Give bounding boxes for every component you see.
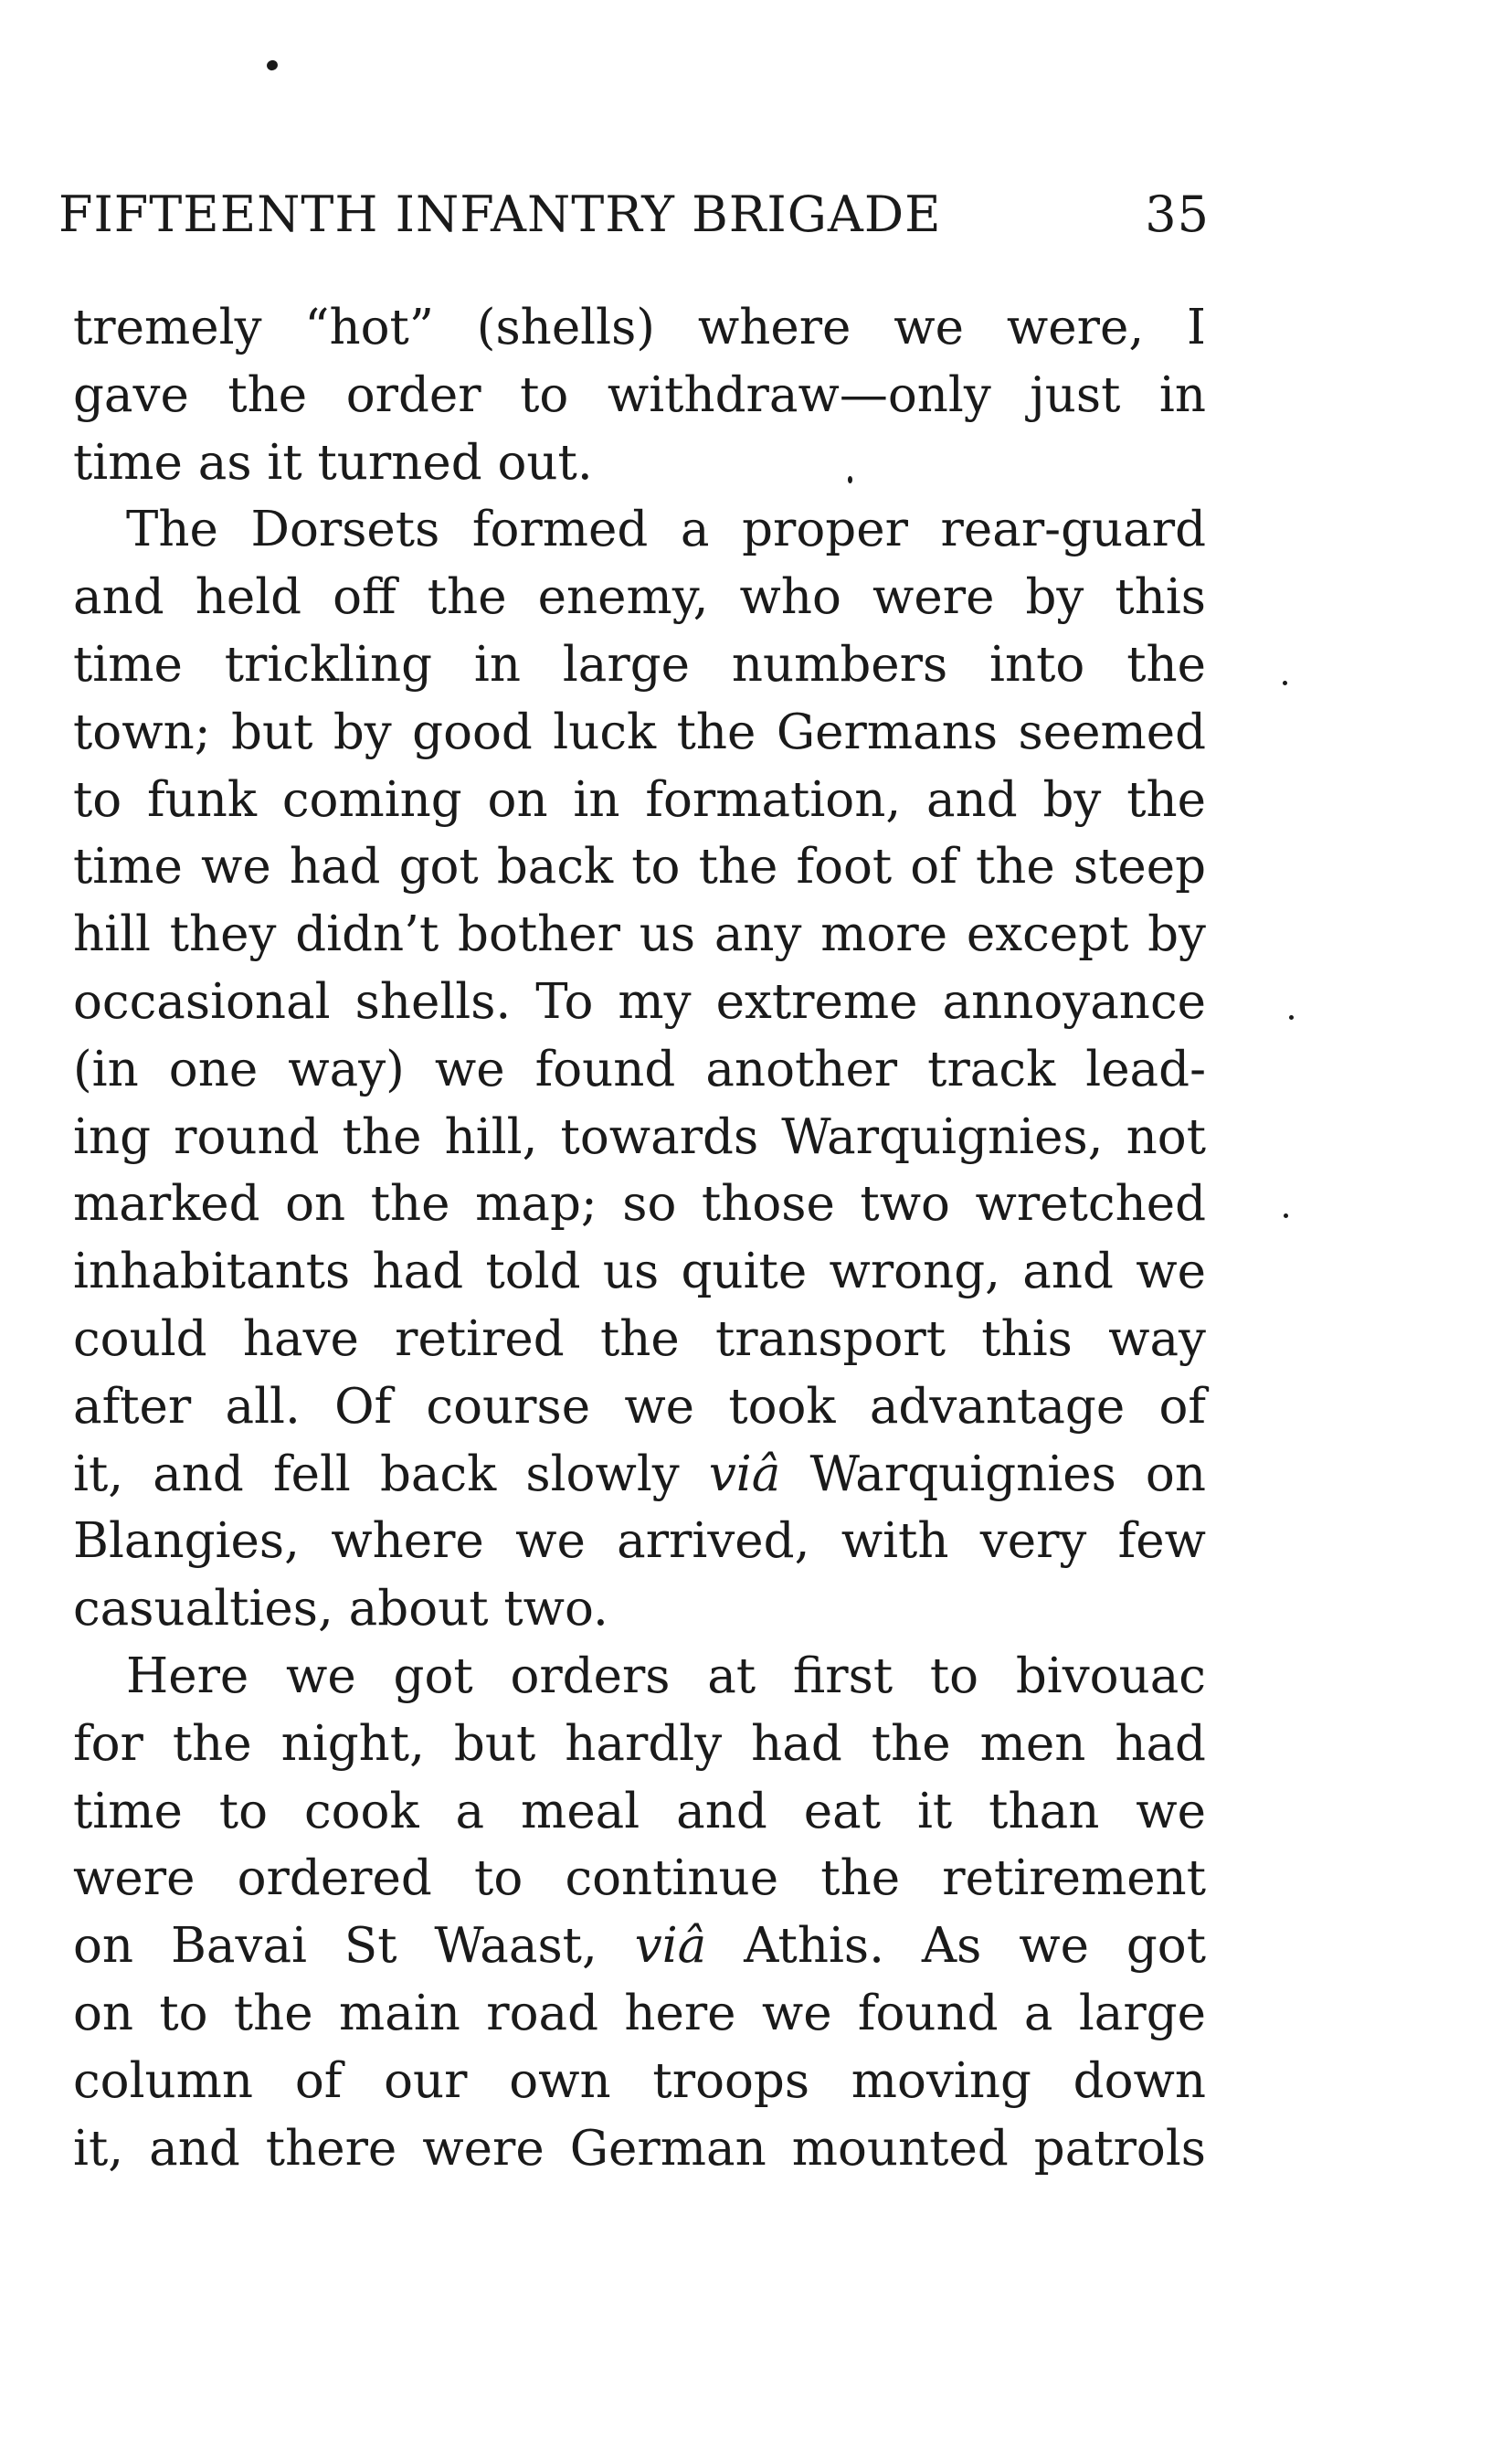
italic-via: viâ: [634, 1918, 707, 1975]
text-line: hill they didn’t bother us any more except by: [73, 906, 1206, 963]
body-text: [73, 294, 1206, 2182]
text-line: time trickling in large numbers into the: [73, 636, 1206, 693]
text-line: it, and there were German mounted patrols: [73, 2120, 1206, 2177]
text-line: time as it turned out.: [73, 434, 593, 491]
text-line: after all. Of course we took advantage of: [73, 1378, 1206, 1435]
ink-speck: [1289, 1015, 1294, 1020]
text-segment: on Bavai St Waast,: [73, 1918, 597, 1975]
text-line: The Dorsets formed a proper rear-guard: [126, 502, 1206, 558]
text-line: tremely “hot” (shells) where we were, I: [73, 300, 1206, 355]
italic-via: viâ: [708, 1446, 781, 1502]
text-segment: it, and fell back slowly: [73, 1446, 680, 1502]
text-line: time to cook a meal and eat it than we: [73, 1783, 1206, 1839]
text-line: (in one way) we found another track lead-: [73, 1041, 1206, 1097]
text-line: [73, 1441, 1206, 1509]
text-line: for the night, but hardly had the men had: [73, 1715, 1206, 1772]
text-line: and held off the enemy, who were by this: [73, 569, 1206, 626]
text-line: on to the main road here we found a large: [73, 1985, 1206, 2041]
ink-blot: [265, 58, 279, 71]
text-line: inhabitants had told us quite wrong, and we: [73, 1244, 1206, 1300]
text-line: gave the order to withdraw—only just in: [73, 366, 1206, 423]
text-line: time we had got back to the foot of the steep: [73, 839, 1206, 895]
page-number: 35: [1145, 185, 1210, 243]
ink-speck: [1284, 1213, 1288, 1218]
text-segment: Athis. As we got: [744, 1918, 1207, 1975]
text-line: could have retired the transport this way: [73, 1310, 1206, 1367]
text-line: were ordered to continue the retirement: [73, 1850, 1206, 1907]
text-line: Blangies, where we arrived, with very few: [73, 1513, 1206, 1570]
text-line: ing round the hill, towards Warquignies, not: [73, 1108, 1206, 1165]
text-segment: Warquignies on: [809, 1446, 1206, 1502]
running-head-title: FIFTEENTH INFANTRY BRIGADE: [58, 185, 942, 243]
text-line: to funk coming on in formation, and by the: [73, 771, 1206, 828]
text-line: marked on the map; so those two wretched: [73, 1176, 1206, 1233]
text-line: occasional shells. To my extreme annoyance: [73, 973, 1206, 1030]
text-line: town; but by good luck the Germans seemed: [73, 704, 1206, 760]
text-line: Here we got orders at first to bivouac: [126, 1648, 1206, 1704]
ink-speck: [1283, 681, 1287, 685]
text-line: [73, 1913, 1206, 1980]
text-line: column of our own troops moving down: [73, 2052, 1206, 2109]
text-line: casualties, about two.: [73, 1581, 608, 1637]
